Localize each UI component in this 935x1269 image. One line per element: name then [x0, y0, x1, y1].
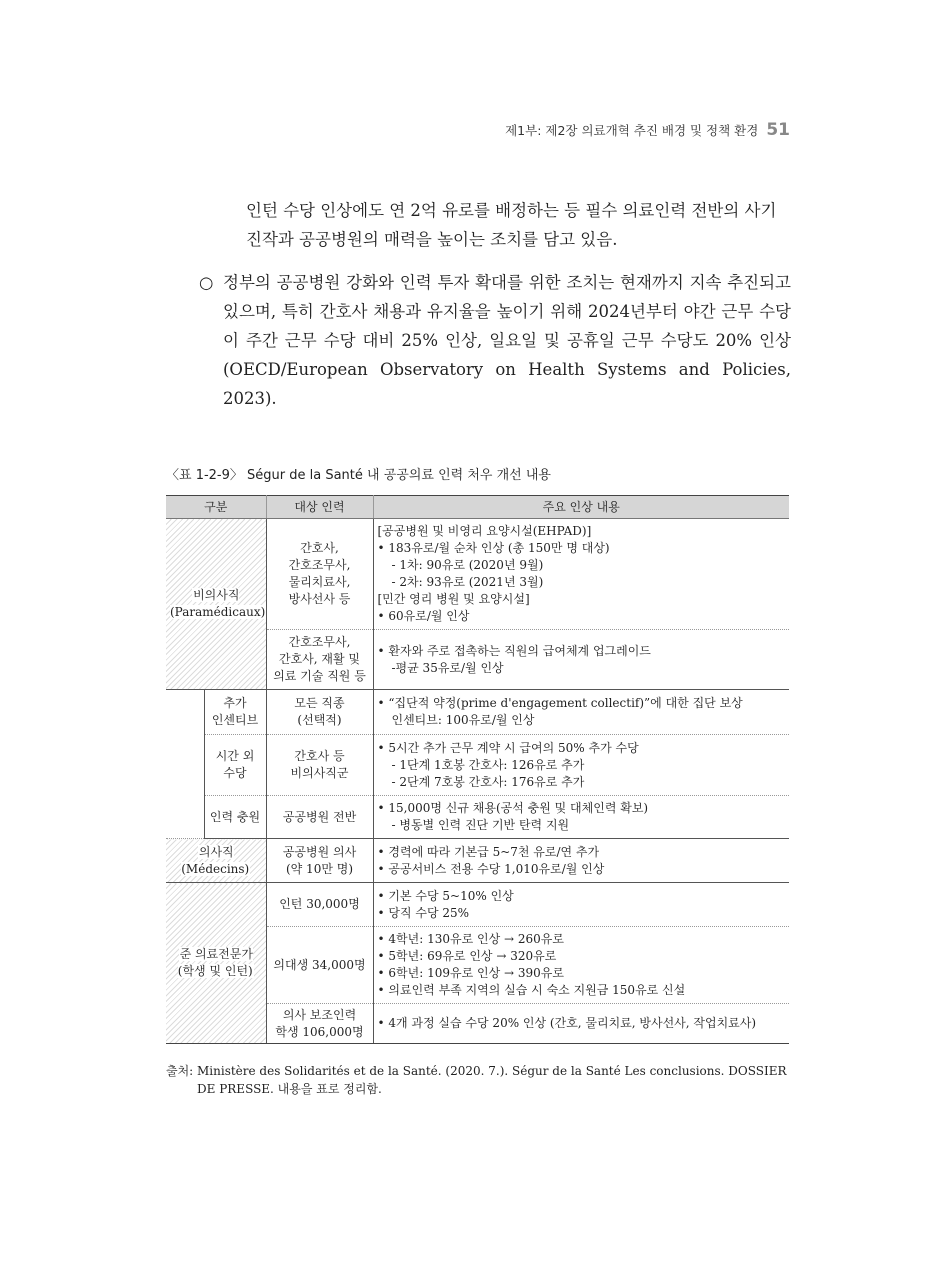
- row-target: 의사 보조인력 학생 106,000명: [266, 1004, 373, 1044]
- source-note: [166, 1062, 796, 1098]
- row-target: 간호조무사, 간호사, 재활 및 의료 기술 직원 등: [266, 630, 373, 690]
- row-content: • 기본 수당 5~10% 인상 • 당직 수당 25%: [373, 883, 789, 927]
- table-row: [166, 519, 789, 630]
- table-caption: 〈표 1-2-9〉 Ségur de la Santé 내 공공의료 인력 처우 개선 내용: [166, 468, 551, 483]
- group-paramedical: 비의사직 (Paramédicaux): [166, 519, 266, 690]
- row-target: 간호사, 간호조무사, 물리치료사, 방사선사 등: [266, 519, 373, 630]
- table-row: [166, 735, 789, 796]
- row-target: 공공병원 전반: [266, 796, 373, 839]
- group-recruit: 인력 충원: [204, 796, 266, 839]
- row-content: • 15,000명 신규 채용(공석 충원 및 대체인력 확보) - 병동별 인력 진단 기반 탄력 지원: [373, 796, 789, 839]
- header-content: 주요 인상 내용: [373, 496, 789, 519]
- row-target: 모든 직종 (선택적): [266, 690, 373, 735]
- row-content: • 환자와 주로 접촉하는 직원의 급여체계 업그레이드 -평균 35유로/월 인상: [373, 630, 789, 690]
- source-label: 출처:: [166, 1064, 194, 1078]
- row-content: • 경력에 따라 기본급 5~7천 유로/연 추가 • 공공서비스 전용 수당 1,010유로/월 인상: [373, 839, 789, 883]
- header-category: 구분: [166, 496, 266, 519]
- table-row: [166, 839, 789, 883]
- row-target: 공공병원 의사 (약 10만 명): [266, 839, 373, 883]
- paragraph-continued: 인턴 수당 인상에도 연 2억 유로를 배정하는 등 필수 의료인력 전반의 사기 진작과 공공병원의 매력을 높이는 조치를 담고 있음.: [246, 201, 777, 249]
- table-row: [166, 883, 789, 927]
- row-content: • 4개 과정 실습 수당 20% 인상 (간호, 물리치료, 방사선사, 작업치료사): [373, 1004, 789, 1044]
- group-medecins: 의사직 (Médecins): [166, 839, 266, 883]
- row-content: • “집단적 약정(prime d'engagement collectif)”에 대한 집단 보상 인센티브: 100유로/월 인상: [373, 690, 789, 735]
- policy-table: [166, 495, 789, 1044]
- table-row: [166, 690, 789, 735]
- paragraph-bullet-text: 정부의 공공병원 강화와 인력 투자 확대를 위한 조치는 현재까지 지속 추진되고 있으며, 특히 간호사 채용과 유지율을 높이기 위해 2024년부터 야간 근무 수당이 주간 근무 수당 대비 25% 인상, 일요일 및 공휴일 근무 수당도 20% 인상(OECD/European Observatory on Health Systems and Policies, 2023).: [223, 273, 791, 408]
- row-content: • 5시간 추가 근무 계약 시 급여의 50% 추가 수당 - 1단계 1호봉 간호사: 126유로 추가 - 2단계 7호봉 간호사: 176유로 추가: [373, 735, 789, 796]
- group-trainee: 준 의료전문가 (학생 및 인턴): [166, 883, 266, 1044]
- row-content: [공공병원 및 비영리 요양시설(EHPAD)] • 183유로/월 순차 인상 (총 150만 명 대상) - 1차: 90유로 (2020년 9월) - 2차: 93유로 (2021년 3월) [민간 영리 병원 및 요양시설] • 60유로/월 인상: [373, 519, 789, 630]
- row-target: 인턴 30,000명: [266, 883, 373, 927]
- header-text: 제1부: 제2장 의료개혁 추진 배경 및 정책 환경: [505, 123, 759, 138]
- group-blank: [166, 690, 204, 839]
- group-incentive: 추가 인센티브: [204, 690, 266, 735]
- header-target: 대상 인력: [266, 496, 373, 519]
- circle-bullet-icon: ○: [199, 273, 214, 292]
- source-text: Ministère des Solidarités et de la Santé. (2020. 7.). Ségur de la Santé Les conclusions. DOSSIER DE PRESSE. 내용을 표로 정리함.: [197, 1064, 787, 1096]
- page-number: 51: [766, 120, 790, 140]
- running-header: [505, 120, 790, 140]
- group-overtime: 시간 외 수당: [204, 735, 266, 796]
- table-header-row: [166, 496, 789, 519]
- table-row: [166, 796, 789, 839]
- paragraph-bullet: [199, 268, 791, 413]
- row-target: 의대생 34,000명: [266, 927, 373, 1004]
- row-target: 간호사 등 비의사직군: [266, 735, 373, 796]
- row-content: • 4학년: 130유로 인상 → 260유로 • 5학년: 69유로 인상 → 320유로 • 6학년: 109유로 인상 → 390유로 • 의료인력 부족 지역의 실습 시 숙소 지원금 150유로 신설: [373, 927, 789, 1004]
